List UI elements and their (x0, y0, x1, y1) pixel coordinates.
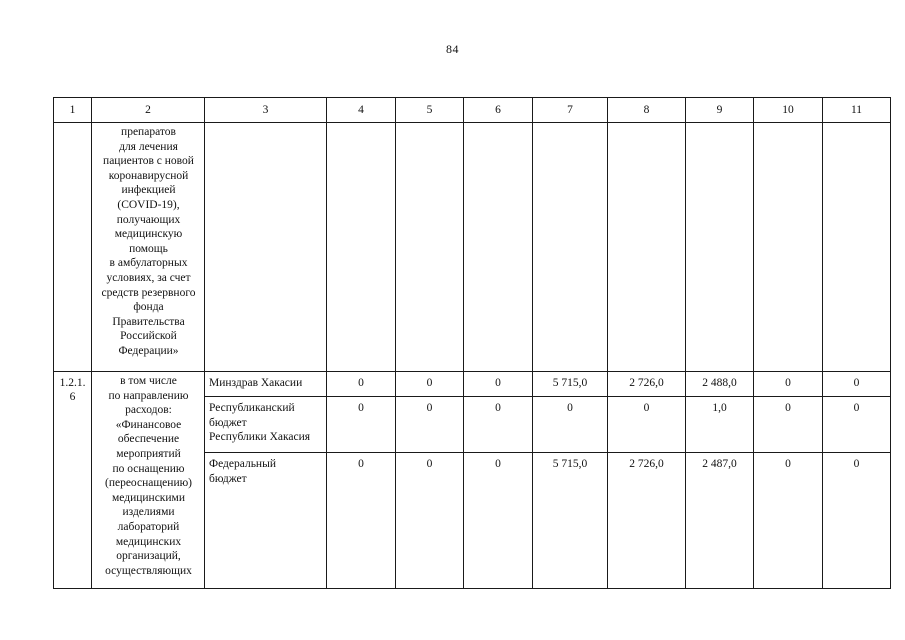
value-cell: 2 487,0 (686, 453, 754, 589)
blank-cell (533, 123, 608, 372)
text-line: Российской (120, 330, 177, 343)
text-line: получающих (116, 213, 181, 226)
header-cell: 9 (686, 98, 754, 123)
funding-source (205, 397, 327, 453)
text-line: обеспечение (117, 433, 180, 446)
value-cell: 0 (754, 453, 823, 589)
value-cell: 0 (823, 372, 891, 397)
blank-cell (608, 123, 686, 372)
item-description (92, 372, 205, 589)
value-cell: 5 715,0 (533, 372, 608, 397)
text-line: пациентов с новой (103, 155, 194, 168)
value-cell: 0 (464, 372, 533, 397)
funding-source (205, 453, 327, 589)
code-line: 6 (69, 391, 76, 403)
text-line: лабораторий (117, 520, 180, 533)
header-cell: 7 (533, 98, 608, 123)
value-cell: 0 (754, 397, 823, 453)
value-cell: 1,0 (686, 397, 754, 453)
text-line: расходов: (125, 404, 172, 417)
text-line: Республики Хакасия (209, 431, 311, 443)
text-line: организаций, (116, 550, 181, 563)
header-cell: 3 (205, 98, 327, 123)
text-line: по оснащению (112, 462, 185, 475)
budget-table (53, 97, 891, 589)
blank-cell (686, 123, 754, 372)
header-cell: 2 (92, 98, 205, 123)
text-line: инфекцией (121, 184, 176, 197)
value-cell: 2 488,0 (686, 372, 754, 397)
value-cell: 0 (396, 453, 464, 589)
value-cell: 0 (327, 453, 396, 589)
header-cell: 6 (464, 98, 533, 123)
text-line: коронавирусной (108, 169, 189, 182)
value-cell: 2 726,0 (608, 453, 686, 589)
funding-source (205, 372, 327, 397)
text-line: (COVID-19), (117, 198, 180, 211)
value-cell: 0 (327, 397, 396, 453)
item-code (54, 372, 92, 589)
blank-cell (464, 123, 533, 372)
text-line: в том числе (120, 375, 177, 387)
text-line: условиях, за счет (106, 271, 191, 284)
text-line: фонда (133, 301, 164, 314)
code-line: 1.2.1. (59, 377, 86, 389)
text-line: в амбулаторных (109, 257, 188, 270)
value-cell: 0 (608, 397, 686, 453)
page-number: 84 (446, 42, 459, 56)
blank-cell (823, 123, 891, 372)
text-line: Республиканский (209, 402, 295, 414)
text-line: для лечения (119, 140, 178, 153)
header-cell: 11 (823, 98, 891, 123)
value-cell: 0 (823, 453, 891, 589)
value-cell: 0 (396, 397, 464, 453)
header-cell: 1 (54, 98, 92, 123)
table-row (54, 372, 891, 397)
blank-cell (327, 123, 396, 372)
text-line: медицинскую (114, 228, 183, 241)
value-cell: 0 (464, 397, 533, 453)
text-line: медицинскими (112, 491, 185, 504)
text-line: мероприятий (116, 447, 181, 460)
text-line: бюджет (209, 416, 247, 429)
value-cell: 0 (754, 372, 823, 397)
continuation-description (92, 123, 205, 372)
header-cell: 4 (327, 98, 396, 123)
continuation-row (54, 123, 891, 372)
text-line: Правительства (112, 315, 185, 328)
text-line: медицинских (115, 535, 182, 548)
header-cell: 8 (608, 98, 686, 123)
value-cell: 5 715,0 (533, 453, 608, 589)
text-line: по направлению (108, 389, 189, 402)
value-cell: 0 (533, 397, 608, 453)
text-line: препаратов (121, 126, 176, 138)
text-line: Минздрав Хакасии (209, 377, 303, 389)
text-line: осуществляющих (105, 564, 192, 577)
value-cell: 0 (823, 397, 891, 453)
value-cell: 0 (464, 453, 533, 589)
value-cell: 0 (396, 372, 464, 397)
continuation-code-cell (54, 123, 92, 372)
text-line: «Финансовое (115, 418, 182, 431)
text-line: (переоснащению) (104, 477, 193, 490)
blank-cell (396, 123, 464, 372)
text-line: Федерации» (118, 344, 179, 357)
text-line: средств резервного (101, 286, 196, 299)
value-cell: 2 726,0 (608, 372, 686, 397)
text-line: бюджет (209, 472, 247, 485)
text-line: помощь (129, 242, 168, 255)
header-row (54, 98, 891, 123)
text-line: Федеральный (209, 458, 276, 470)
header-cell: 10 (754, 98, 823, 123)
text-line: изделиями (122, 506, 175, 519)
blank-cell (205, 123, 327, 372)
value-cell: 0 (327, 372, 396, 397)
header-cell: 5 (396, 98, 464, 123)
blank-cell (754, 123, 823, 372)
